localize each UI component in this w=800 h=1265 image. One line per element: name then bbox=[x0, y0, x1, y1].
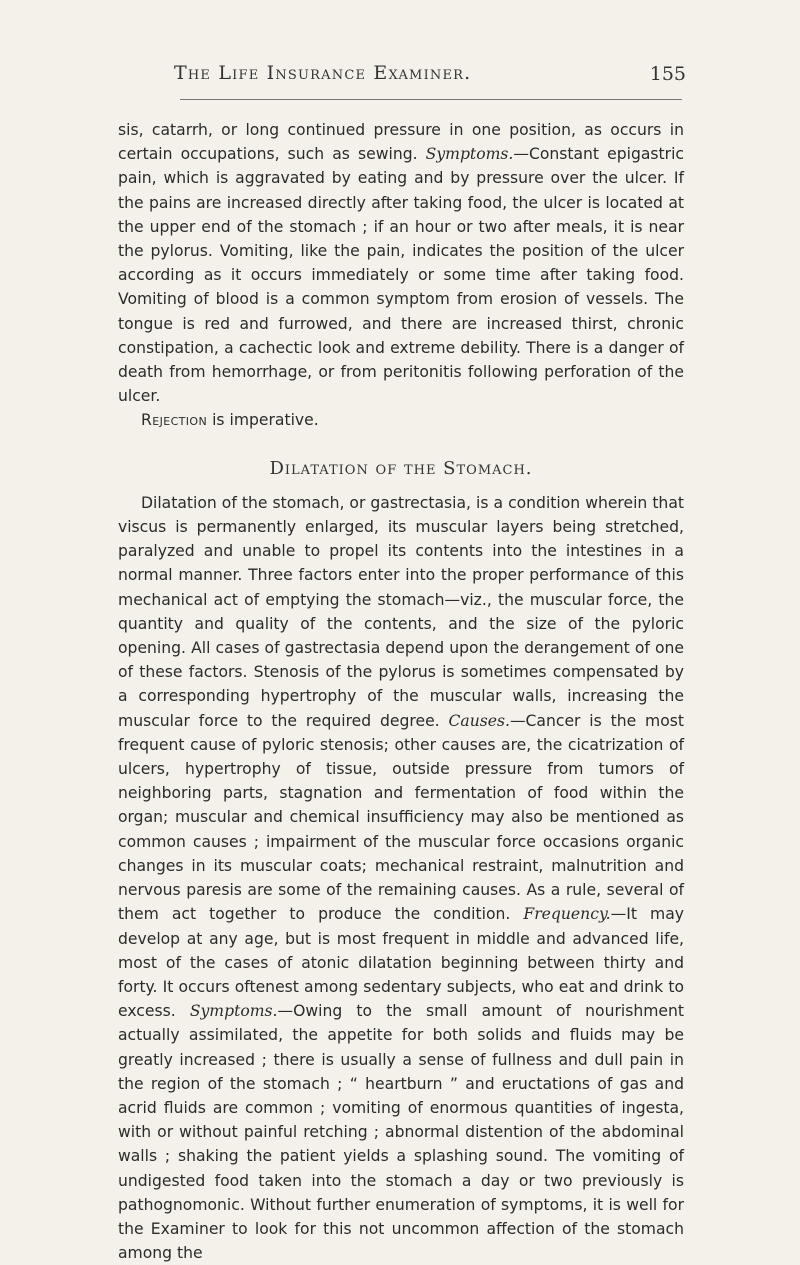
text-run: sis, catarrh, or long continued pressure in one position, as occurs in certain occupations, such as sewing. bbox=[118, 121, 684, 164]
text-run: is imperative. bbox=[207, 411, 319, 430]
header-rule bbox=[180, 99, 682, 100]
text-run: —Constant epigastric pain, which is aggravated by eating and by pressure over the ulcer. If the pains are increased directly after taking food, the ulcer is located at the upper end of the stomach ; if an hour or two after meals, it is near the pylorus. Vomiting, like the pain, indicates the position of the ulcer according as it occurs immediately or some time after taking food. Vomiting of blood is a common symptom from erosion of vessels. The tongue is red and furrowed, and there are increased thirst, chronic constipation, a cachectic look and extreme debility. There is a danger of death from hemorrhage, or from peritonitis following perforation of the ulcer. bbox=[118, 145, 684, 406]
page-header bbox=[118, 62, 688, 92]
text-run: Dilatation of the stomach, or gastrectasia, is a condition wherein that viscus is permanently enlarged, its muscular layers being stretched, paralyzed and unable to propel its contents into the intestines in a normal manner. Three factors enter into the proper performance of this mechanical act of emptying the stomach—viz., the muscular force, the quantity and quality of the contents, and the size of the pyloric opening. All cases of gastrectasia depend upon the derangement of one of these factors. Stenosis of the pylorus is sometimes compensated by a corresponding hypertrophy of the muscular walls, increasing the muscular force to the required degree. bbox=[118, 493, 684, 730]
running-title: The Life Insurance Examiner. bbox=[174, 62, 472, 84]
text-run: —Cancer is the most frequent cause of pyloric stenosis; other causes are, the cicatrization of ulcers, hypertrophy of tissue, outside pressure from tumors of neighboring parts, stagnation and fermentation of food within the organ; muscular and chemical insufficiency may also be mentioned as common causes ; impairment of the muscular force occasions organic changes in its muscular coats; mechanical restraint, malnutrition and nervous paresis are some of the remaining causes. As a rule, several of them act together to produce the condition. bbox=[118, 711, 685, 924]
paragraph-dilatation bbox=[118, 491, 684, 1265]
page-number: 155 bbox=[649, 63, 686, 85]
rejection-label: Rejection bbox=[141, 411, 208, 430]
section-heading: Dilatation of the Stomach. bbox=[269, 457, 533, 479]
symptoms-label: Symptoms. bbox=[189, 1002, 278, 1021]
text-run: —Owing to the small amount of nourishment actually assimilated, the appetite for both solids and fluids may be greatly increased ; there is usually a sense of fullness and dull pain in the region of the stomach ; “ heartburn ” and eructations of gas and acrid fluids are common ; vomiting of enormous quantities of ingesta, with or without painful retching ; abnormal distention of the abdominal walls ; shaking the patient yields a splashing sound. The vomiting of undigested food taken into the stomach a day or two previously is pathognomonic. Without further enumeration of symptoms, it is well for the Examiner to look for this not uncommon affection of the stomach among the bbox=[118, 1002, 684, 1263]
symptoms-label: Symptoms. bbox=[425, 145, 514, 164]
causes-label: Causes. bbox=[448, 711, 510, 730]
body-text bbox=[118, 118, 684, 1265]
paragraph-rejection bbox=[118, 408, 684, 432]
paragraph-ulcer-symptoms bbox=[118, 118, 684, 408]
frequency-label: Frequency. bbox=[523, 905, 611, 924]
text-run: —It may develop at any age, but is most frequent in middle and advanced life, most of the cases of atonic dilatation beginning between thirty and forty. It occurs oftenest among sedentary subjects, who eat and drink to excess. bbox=[118, 905, 684, 1021]
